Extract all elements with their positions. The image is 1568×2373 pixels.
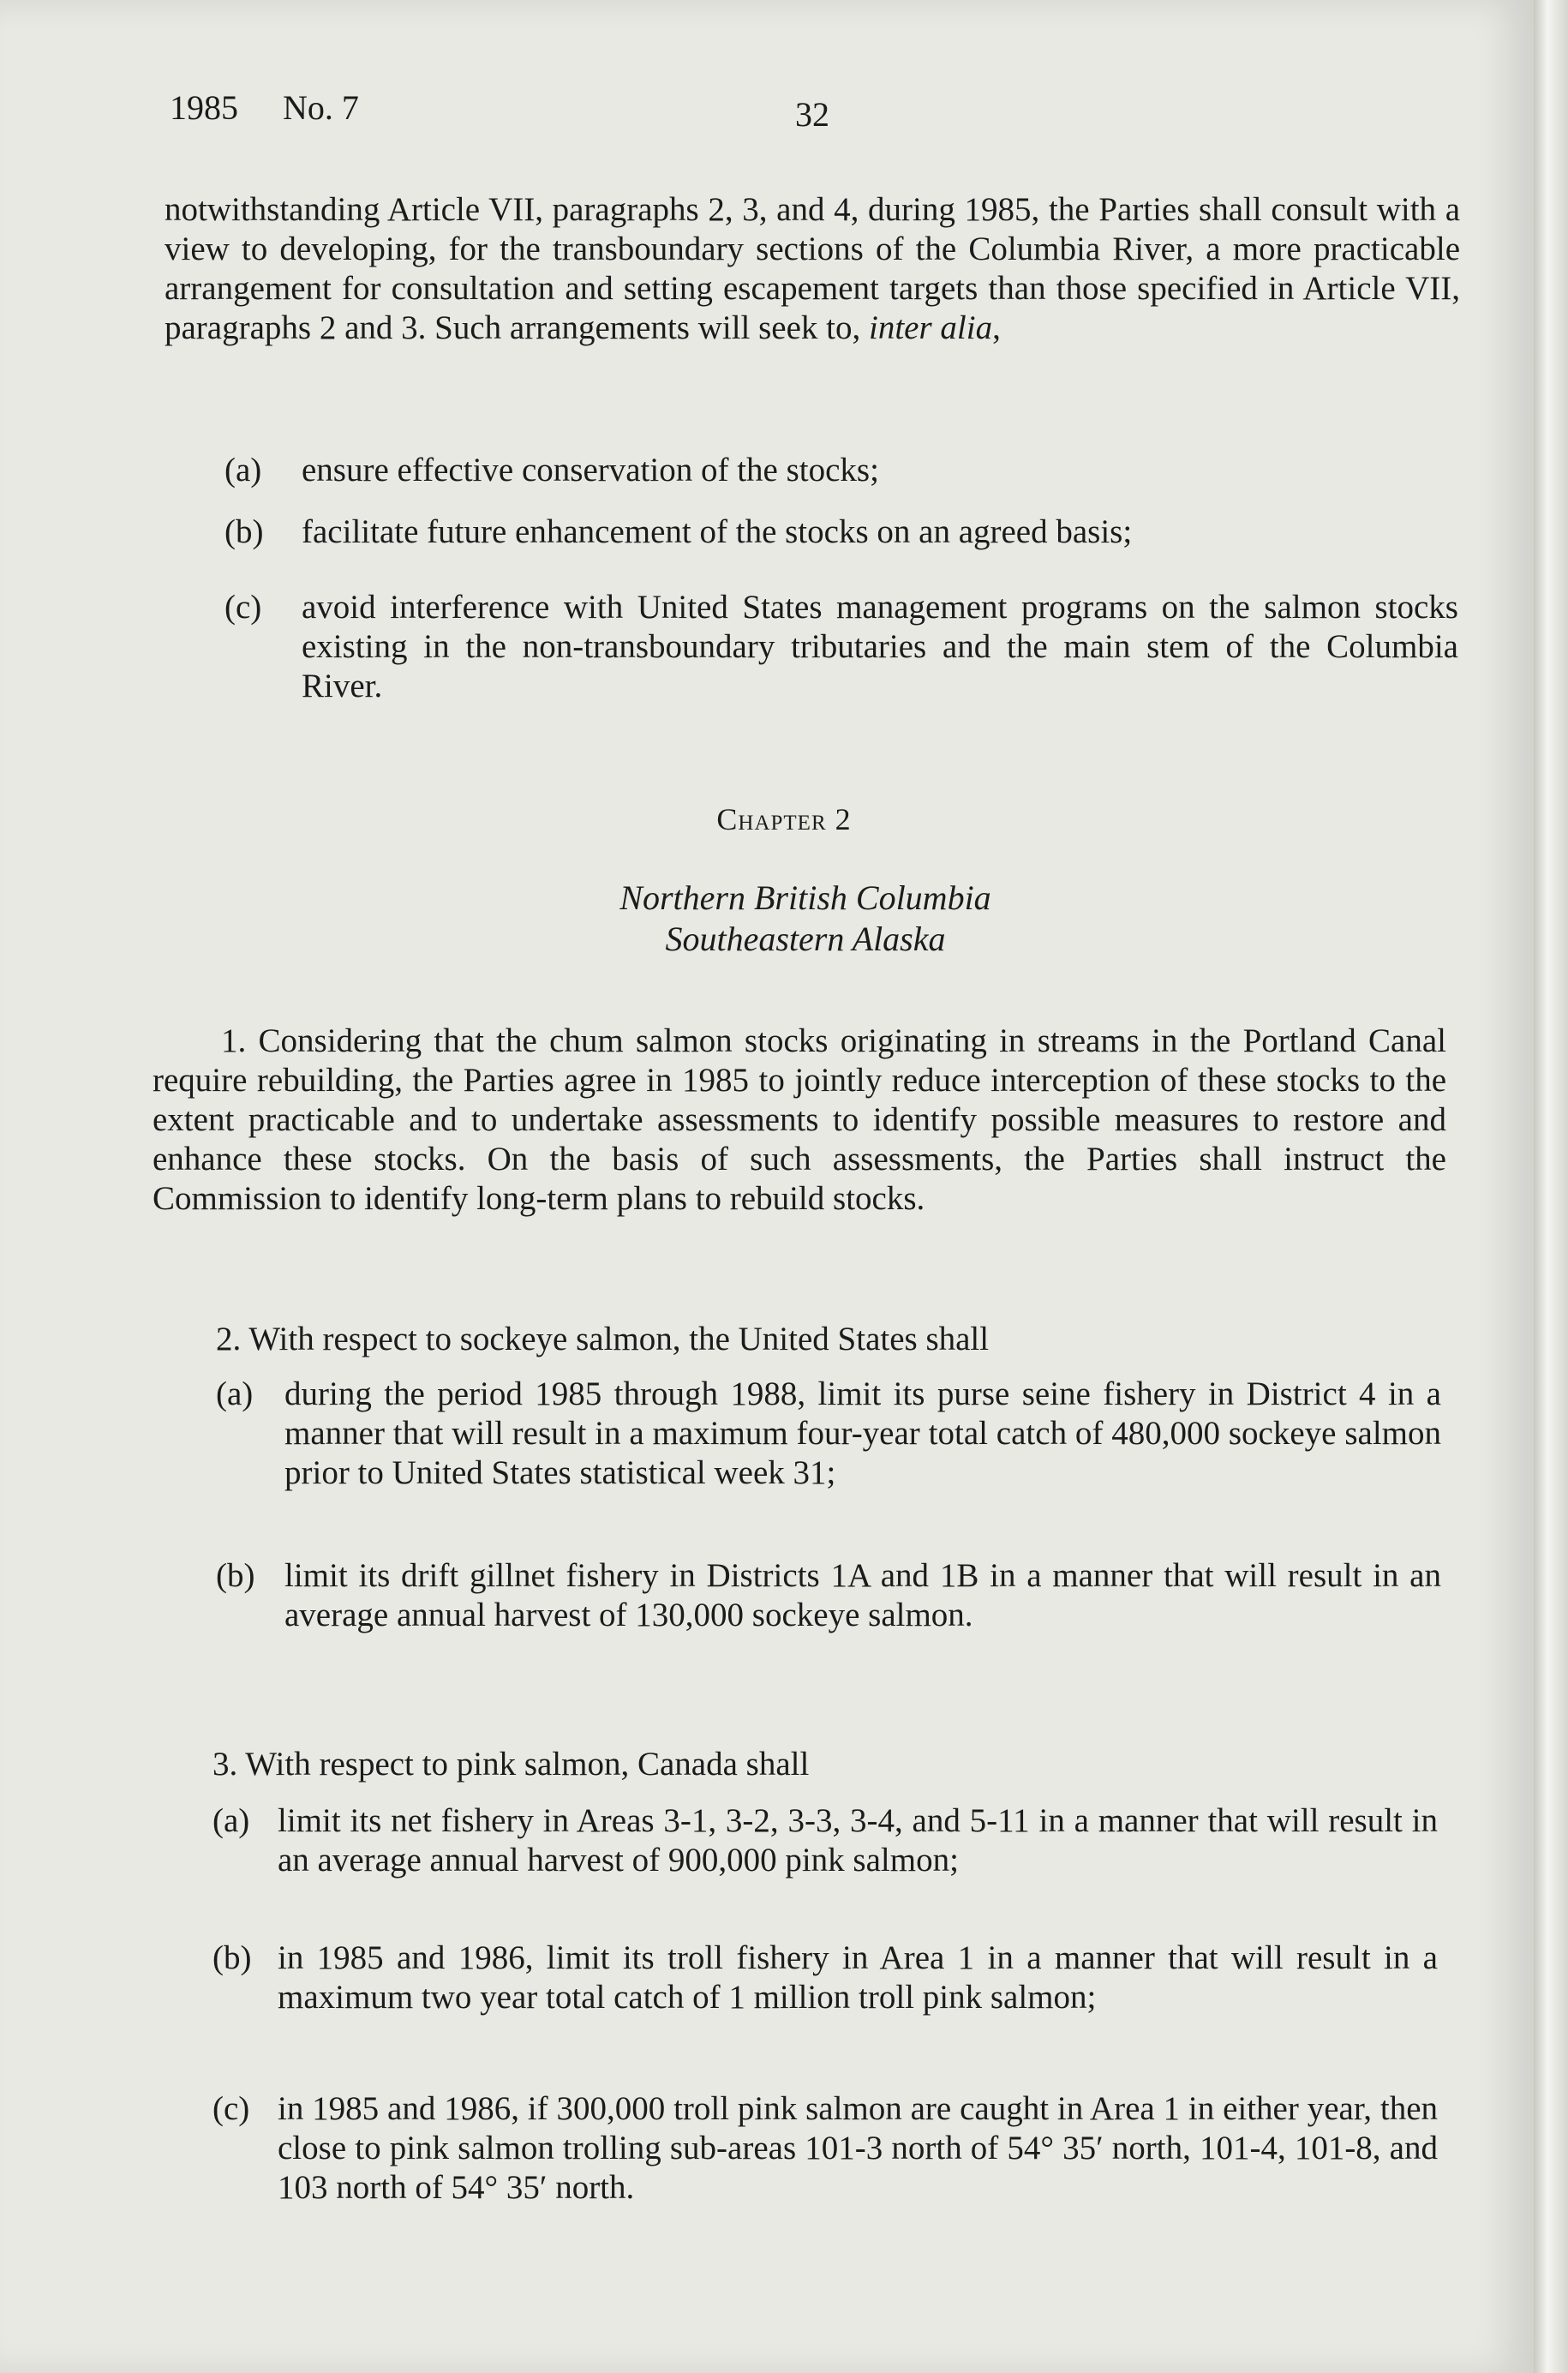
paragraph-3-item-a [212, 1801, 1438, 1880]
intro-italic: inter alia [869, 309, 993, 346]
item-label: (a) [212, 1802, 250, 1839]
item-label: (b) [212, 1939, 252, 1976]
item-text: facilitate future enhancement of the stocks on an agreed basis; [302, 513, 1133, 550]
item-text: avoid interference with United States management programs on the salmon stocks existing in the non-transboundary tributaries and the main stem of the Columbia River. [302, 589, 1458, 704]
item-text: ensure effective conservation of the stocks; [302, 452, 879, 488]
paragraph-3-lead: 3. With respect to pink salmon, Canada shall [212, 1746, 810, 1783]
chapter-subtitle-2: Southeastern Alaska [665, 920, 946, 958]
chapter-subtitle-1: Northern British Columbia [619, 878, 991, 917]
intro-paragraph: notwithstanding Article VII, paragraphs 2, 3, and 4, during 1985, the Parties shall consult with a view to developing, for the transboundary sections of the Columbia River, a more practicable arrangement for consultation and setting escapement targets than those specified in Article VII, paragraphs 2 and 3. Such arrangements will seek to, inter alia, [165, 191, 1460, 346]
intro-item-a [224, 451, 1458, 490]
paragraph-2-lead: 2. With respect to sockeye salmon, the United States shall [216, 1321, 990, 1357]
item-text: in 1985 and 1986, if 300,000 troll pink salmon are caught in Area 1 in either year, then close to pink salmon trolling sub-areas 101-3 north of 54° 35′ north, 101-4, 101-8, and 103 north of 54° 35′ north. [278, 2090, 1438, 2206]
intro-item-b [224, 512, 1458, 552]
page-number: 32 [795, 95, 829, 134]
paragraph-2-item-b [216, 1556, 1441, 1635]
paragraph-3-item-c [212, 2089, 1438, 2208]
item-label: (b) [224, 513, 264, 550]
item-label: (c) [212, 2090, 250, 2127]
header-number: No. 7 [283, 88, 359, 127]
item-label: (c) [224, 589, 262, 626]
page-edge [1534, 0, 1568, 2373]
item-label: (a) [224, 452, 262, 488]
paragraph-3-item-b [212, 1939, 1438, 2017]
paragraph-2-item-a [216, 1375, 1441, 1493]
item-text: in 1985 and 1986, limit its troll fishery in Area 1 in a manner that will result in a maximum two year total catch of 1 million troll pink salmon; [278, 1939, 1438, 2016]
item-text: limit its net fishery in Areas 3-1, 3-2, 3-3, 3-4, and 5-11 in a manner that will result in an average annual harvest of 900,000 pink salmon; [278, 1802, 1438, 1879]
item-label: (a) [216, 1375, 254, 1412]
item-text: limit its drift gillnet fishery in Districts 1A and 1B in a manner that will result in an average annual harvest of 130,000 sockeye salmon. [284, 1557, 1441, 1633]
chapter-title: Chapter 2 [716, 802, 852, 836]
item-label: (b) [216, 1557, 255, 1594]
intro-item-c [224, 588, 1458, 706]
item-text: during the period 1985 through 1988, limit its purse seine fishery in District 4 in a manner that will result in a maximum four-year total catch of 480,000 sockeye salmon prior to United States statistical week 31; [284, 1375, 1441, 1491]
paragraph-1: 1. Considering that the chum salmon stocks originating in streams in the Portland Canal require rebuilding, the Parties agree in 1985 to jointly reduce interception of these stocks to the extent practicable and to undertake assessments to identify possible measures to restore and enhance these stocks. On the basis of such assessments, the Parties shall instruct the Commission to identify long-term plans to rebuild stocks. [153, 1022, 1446, 1217]
header-year: 1985 [170, 88, 238, 127]
